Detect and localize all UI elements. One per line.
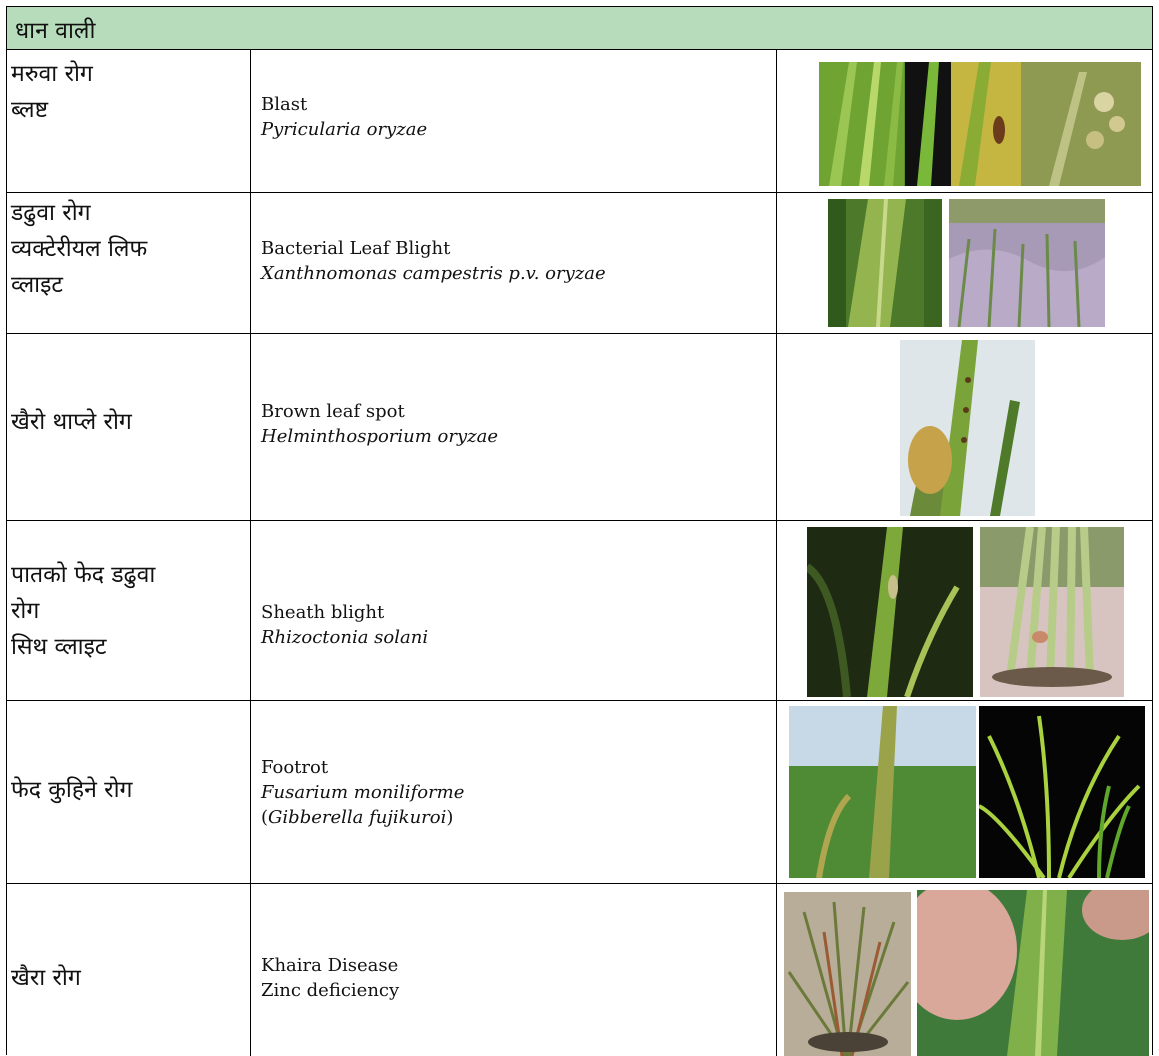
nepali-name-line: डढुवा रोग xyxy=(11,200,91,226)
scientific-name: Xanthnomonas campestris p.v. oryzae xyxy=(261,263,606,284)
table-row-khaira-disease xyxy=(7,884,1152,1056)
common-name: Footrot xyxy=(261,757,329,778)
alternate-scientific-name-text: Gibberella fujikuroi xyxy=(268,807,447,828)
nepali-name-cell xyxy=(7,193,251,333)
english-name-cell xyxy=(251,334,777,520)
nepali-name-line: ब्लष्ट xyxy=(11,97,49,123)
table-title: धान वाली xyxy=(15,18,96,44)
scientific-name: Pyricularia oryzae xyxy=(261,119,428,140)
disease-table xyxy=(6,6,1153,1055)
khaira-leaf-hand-photo xyxy=(917,890,1149,1056)
nepali-name-cell xyxy=(7,701,251,883)
photo-cell xyxy=(777,50,1152,192)
alternate-scientific-name: (Gibberella fujikuroi) xyxy=(261,807,454,828)
english-name-cell xyxy=(251,701,777,883)
nepali-name-line: खैरो थाप्ले रोग xyxy=(11,409,132,435)
table-row-sheath-blight xyxy=(7,521,1152,701)
table-row-blast xyxy=(7,50,1152,193)
table-header xyxy=(7,7,1152,50)
photo-cell xyxy=(777,521,1152,700)
english-name-cell xyxy=(251,193,777,333)
english-name-cell xyxy=(251,521,777,700)
common-name: Blast xyxy=(261,94,308,115)
common-name: Brown leaf spot xyxy=(261,401,405,422)
khaira-plant-soil-photo xyxy=(784,892,911,1056)
nepali-name-line: फेद कुहिने रोग xyxy=(11,777,133,803)
scientific-name: Fusarium moniliforme xyxy=(261,782,465,803)
common-name: Khaira Disease xyxy=(261,955,399,976)
nepali-name-cell xyxy=(7,50,251,192)
blast-leaf-lesion-photo xyxy=(819,62,1141,186)
photo-cell xyxy=(777,193,1152,333)
nepali-name-line: मरुवा रोग xyxy=(11,61,93,87)
photo-cell xyxy=(777,884,1152,1056)
sheath-blight-stem-base-photo xyxy=(980,527,1124,697)
blighted-field-photo xyxy=(949,199,1105,327)
common-name: Sheath blight xyxy=(261,602,385,623)
nepali-name-cell xyxy=(7,334,251,520)
scientific-name: Helminthosporium oryzae xyxy=(261,426,499,447)
nepali-name-line: व्लाइट xyxy=(11,272,64,298)
nepali-name-line: रोग xyxy=(11,598,40,624)
table-row-bacterial-leaf-blight xyxy=(7,193,1152,334)
scientific-name: Rhizoctonia solani xyxy=(261,627,429,648)
english-name-cell xyxy=(251,50,777,192)
photo-cell xyxy=(777,701,1152,883)
leaf-blight-closeup-photo xyxy=(828,199,942,327)
footrot-seedlings-photo xyxy=(979,706,1145,878)
sheath-blight-leaf-photo xyxy=(807,527,973,697)
table-row-footrot xyxy=(7,701,1152,884)
english-name-cell xyxy=(251,884,777,1056)
nepali-name-cell xyxy=(7,521,251,700)
nepali-name-cell xyxy=(7,884,251,1056)
nepali-name-line: खैरा रोग xyxy=(11,965,81,991)
common-name: Bacterial Leaf Blight xyxy=(261,238,451,259)
nepali-name-line: व्यक्टेरीयल लिफ xyxy=(11,236,148,262)
cause: Zinc deficiency xyxy=(261,980,400,1001)
brown-spot-panicle-photo xyxy=(900,340,1035,516)
photo-cell xyxy=(777,334,1152,520)
nepali-name-line: पातको फेद डढुवा xyxy=(11,562,156,588)
footrot-stem-field-photo xyxy=(789,706,976,878)
table-row-brown-leaf-spot xyxy=(7,334,1152,521)
nepali-name-line: सिथ व्लाइट xyxy=(11,634,107,660)
